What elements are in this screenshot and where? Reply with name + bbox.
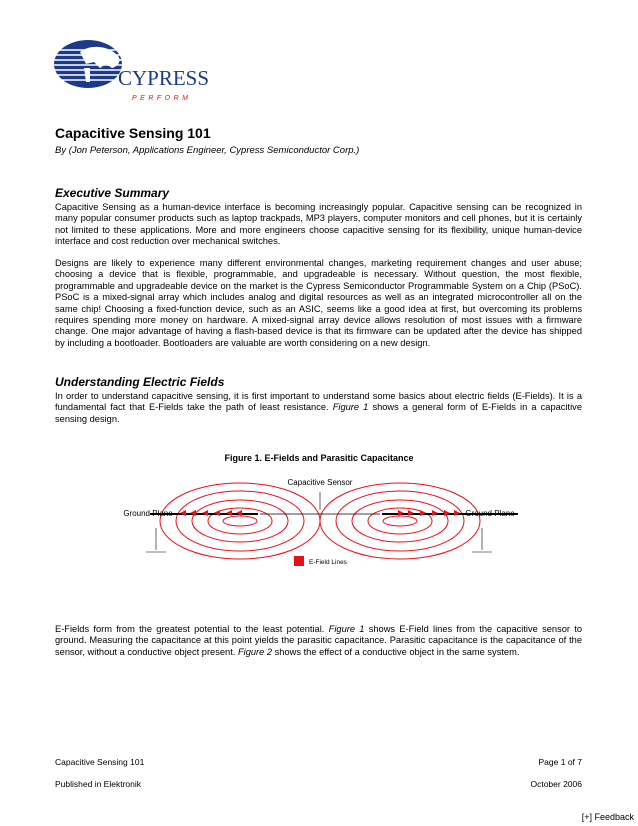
ground-plane-left-label: Ground Plane [123,509,173,518]
footer-page-number: Page 1 of 7 [538,757,582,767]
footer-doc-title: Capacitive Sensing 101 [55,757,145,767]
cypress-logo [50,38,210,108]
feedback-link[interactable]: [+] Feedback [581,812,634,822]
logo-brand: CYPRESS [118,66,210,90]
legend-swatch [294,556,304,566]
paragraph-exec-2: Designs are likely to experience many different environmental changes, marketing requirement changes and user abuse; choosing a device that is flexible, programmable, and upgradeable is necessary. Without question, the most flexible, programmable and upgradeable device on the market is the Cypress Semiconductor Programmable System on a Chip (PSoC). PSoC is a mixed-signal array which includes analog and digital resources as well as an integrated microcontroller all on the same chip! Choosing a fixed-function device, such as an ASIC, seems like a good idea at first, but overcoming its problems requires spending more money on hardware. A mixed-signal array device allows resolution of most issues with a firmware change. One major advantage of having a flash-based device is that its firmware can be updated after the device has shipped by including a bootloader. Bootloaders are valuable are worth considering on a new design. [55,258,582,348]
page-title: Capacitive Sensing 101 [55,125,211,141]
paragraph-efields-2: E-Fields form from the greatest potential to the least potential. Figure 1 shows E-Field lines from the capacitive sensor to ground. Measuring the capacitance at this point yields the parasitic capacitance. Parasitic capacitance is the capacitance of the sensor, without a conductive object present. Figure 2 shows the effect of a conductive object in the same system. [55,624,583,657]
figure-1-reference: Figure 1 [332,402,369,413]
figure-1-title: Figure 1. E-Fields and Parasitic Capacitance [224,453,414,463]
paragraph-efields-1: In order to understand capacitive sensing, it is first important to understand some basics about electric fields (E-Fields). It is a fundamental fact that E-Fields take the path of least resistance. Figure 1 shows a general form of E-Fields in a capacitive sensing design. [55,391,582,424]
paragraph-exec-1: Capacitive Sensing as a human-device interface is becoming increasingly popular. Capacitive sensing can be recognized in many popular consumer products such as laptop trackpads, MP3 players, computer monitors and cell phones, but it is certainly not limited to these applications. More and more engineers choose capacitive sensing for its flexibility, unique human-device interface and cost reduction over mechanical switches. [55,202,582,247]
figure-1-reference-2: Figure 1 [328,624,365,634]
footer-publication: Published in Elektronik [55,779,141,789]
capacitive-sensor-label: Capacitive Sensor [287,478,353,487]
figure-1-diagram [110,470,530,580]
figure-2-reference: Figure 2 [237,646,273,657]
legend-label: E-Field Lines [309,559,347,566]
logo-tagline: PERFORM [132,95,192,102]
section-heading-electric-fields: Understanding Electric Fields [55,375,225,389]
byline: By (Jon Peterson, Applications Engineer, Cypress Semiconductor Corp.) [55,145,360,156]
ground-plane-right-label: Ground Plane [465,509,515,518]
cypress-globe-icon [54,40,122,88]
section-heading-executive-summary: Executive Summary [55,186,170,200]
footer-date: October 2006 [530,779,582,789]
